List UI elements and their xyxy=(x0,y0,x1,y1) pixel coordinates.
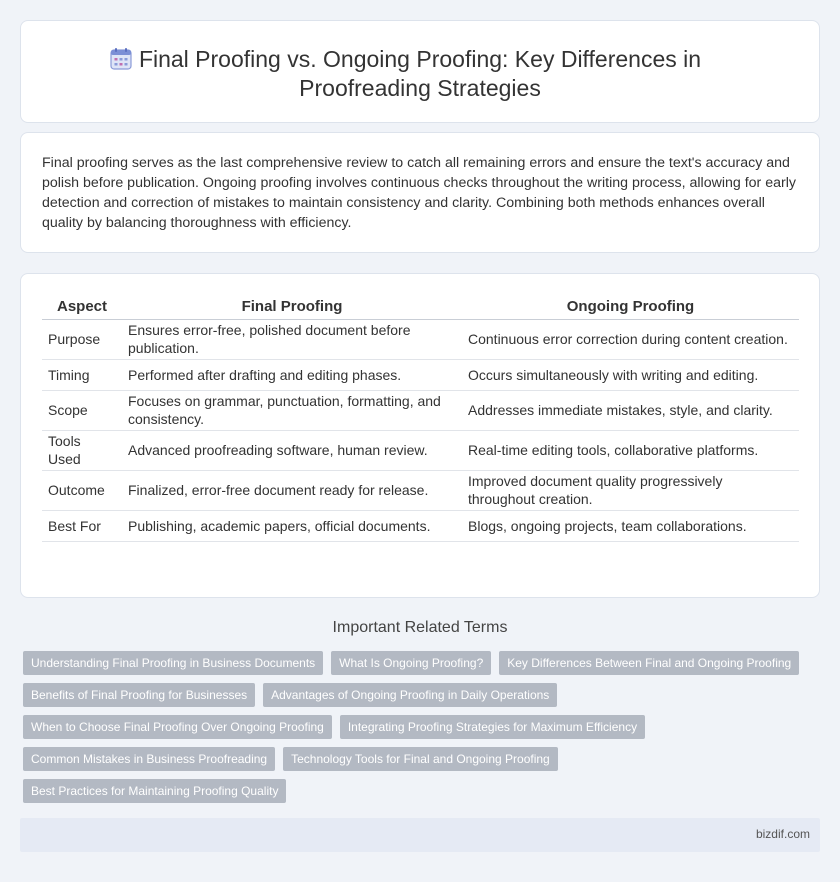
row-aspect: Scope xyxy=(42,390,122,430)
row-final: Advanced proofreading software, human review. xyxy=(122,430,462,470)
related-tag[interactable]: What Is Ongoing Proofing? xyxy=(331,651,491,675)
related-tag[interactable]: Understanding Final Proofing in Business Documents xyxy=(23,651,323,675)
row-final: Ensures error-free, polished document before publication. xyxy=(122,319,462,359)
related-terms-title: Important Related Terms xyxy=(332,619,508,636)
title-card xyxy=(20,20,820,123)
related-tag[interactable]: Benefits of Final Proofing for Businesses xyxy=(23,683,255,707)
related-tag[interactable]: Advantages of Ongoing Proofing in Daily Operations xyxy=(263,683,557,707)
row-ongoing: Improved document quality progressively throughout creation. xyxy=(462,470,799,510)
table-row xyxy=(42,470,799,510)
related-tag[interactable]: Technology Tools for Final and Ongoing Proofing xyxy=(283,747,558,771)
intro-text: Final proofing serves as the last comprehensive review to catch all remaining errors and ensure the text's accuracy and polish before publication. Ongoing proofing involves continuous checks throughout the writing process, allowing for early detection and correction of mistakes to maintain consistency and clarity. Combining both methods enhances overall quality by balancing thoroughness with efficiency. xyxy=(42,155,796,231)
related-tag[interactable]: Integrating Proofing Strategies for Maximum Efficiency xyxy=(340,715,645,739)
table-header-row xyxy=(42,294,799,319)
row-ongoing: Real-time editing tools, collaborative platforms. xyxy=(462,430,799,470)
table-row xyxy=(42,510,799,541)
table-row xyxy=(42,319,799,359)
page-title: Final Proofing vs. Ongoing Proofing: Key Differences in Proofreading Strategies xyxy=(138,46,702,101)
related-tag[interactable]: Key Differences Between Final and Ongoing Proofing xyxy=(499,651,799,675)
header-final-proofing: Final Proofing xyxy=(122,294,462,319)
comparison-table xyxy=(42,294,799,542)
row-aspect: Purpose xyxy=(42,319,122,359)
row-aspect: Tools Used xyxy=(42,430,122,470)
tag-row xyxy=(23,747,823,771)
tag-row xyxy=(23,683,823,707)
header-aspect: Aspect xyxy=(42,294,122,319)
row-final: Focuses on grammar, punctuation, formatting, and consistency. xyxy=(122,390,462,430)
tag-row xyxy=(23,715,823,739)
row-ongoing: Addresses immediate mistakes, style, and clarity. xyxy=(462,390,799,430)
row-final: Publishing, academic papers, official documents. xyxy=(122,510,462,541)
table-row xyxy=(42,430,799,470)
row-aspect: Best For xyxy=(42,510,122,541)
intro-card xyxy=(20,132,820,253)
comparison-table-card xyxy=(20,273,820,598)
row-final: Finalized, error-free document ready for release. xyxy=(122,470,462,510)
row-aspect: Timing xyxy=(42,359,122,390)
footer xyxy=(20,818,820,852)
related-tag[interactable]: Common Mistakes in Business Proofreading xyxy=(23,747,275,771)
row-ongoing: Occurs simultaneously with writing and editing. xyxy=(462,359,799,390)
row-ongoing: Blogs, ongoing projects, team collaborations. xyxy=(462,510,799,541)
row-final: Performed after drafting and editing phases. xyxy=(122,359,462,390)
table-row xyxy=(42,359,799,390)
row-aspect: Outcome xyxy=(42,470,122,510)
related-tag[interactable]: When to Choose Final Proofing Over Ongoing Proofing xyxy=(23,715,332,739)
header-ongoing-proofing: Ongoing Proofing xyxy=(462,294,799,319)
related-terms-tags xyxy=(23,651,823,811)
related-tag[interactable]: Best Practices for Maintaining Proofing Quality xyxy=(23,779,286,803)
tag-row xyxy=(23,779,823,803)
footer-site-link[interactable]: bizdif.com xyxy=(755,827,810,841)
tag-row xyxy=(23,651,823,675)
table-row xyxy=(42,390,799,430)
row-ongoing: Continuous error correction during content creation. xyxy=(462,319,799,359)
